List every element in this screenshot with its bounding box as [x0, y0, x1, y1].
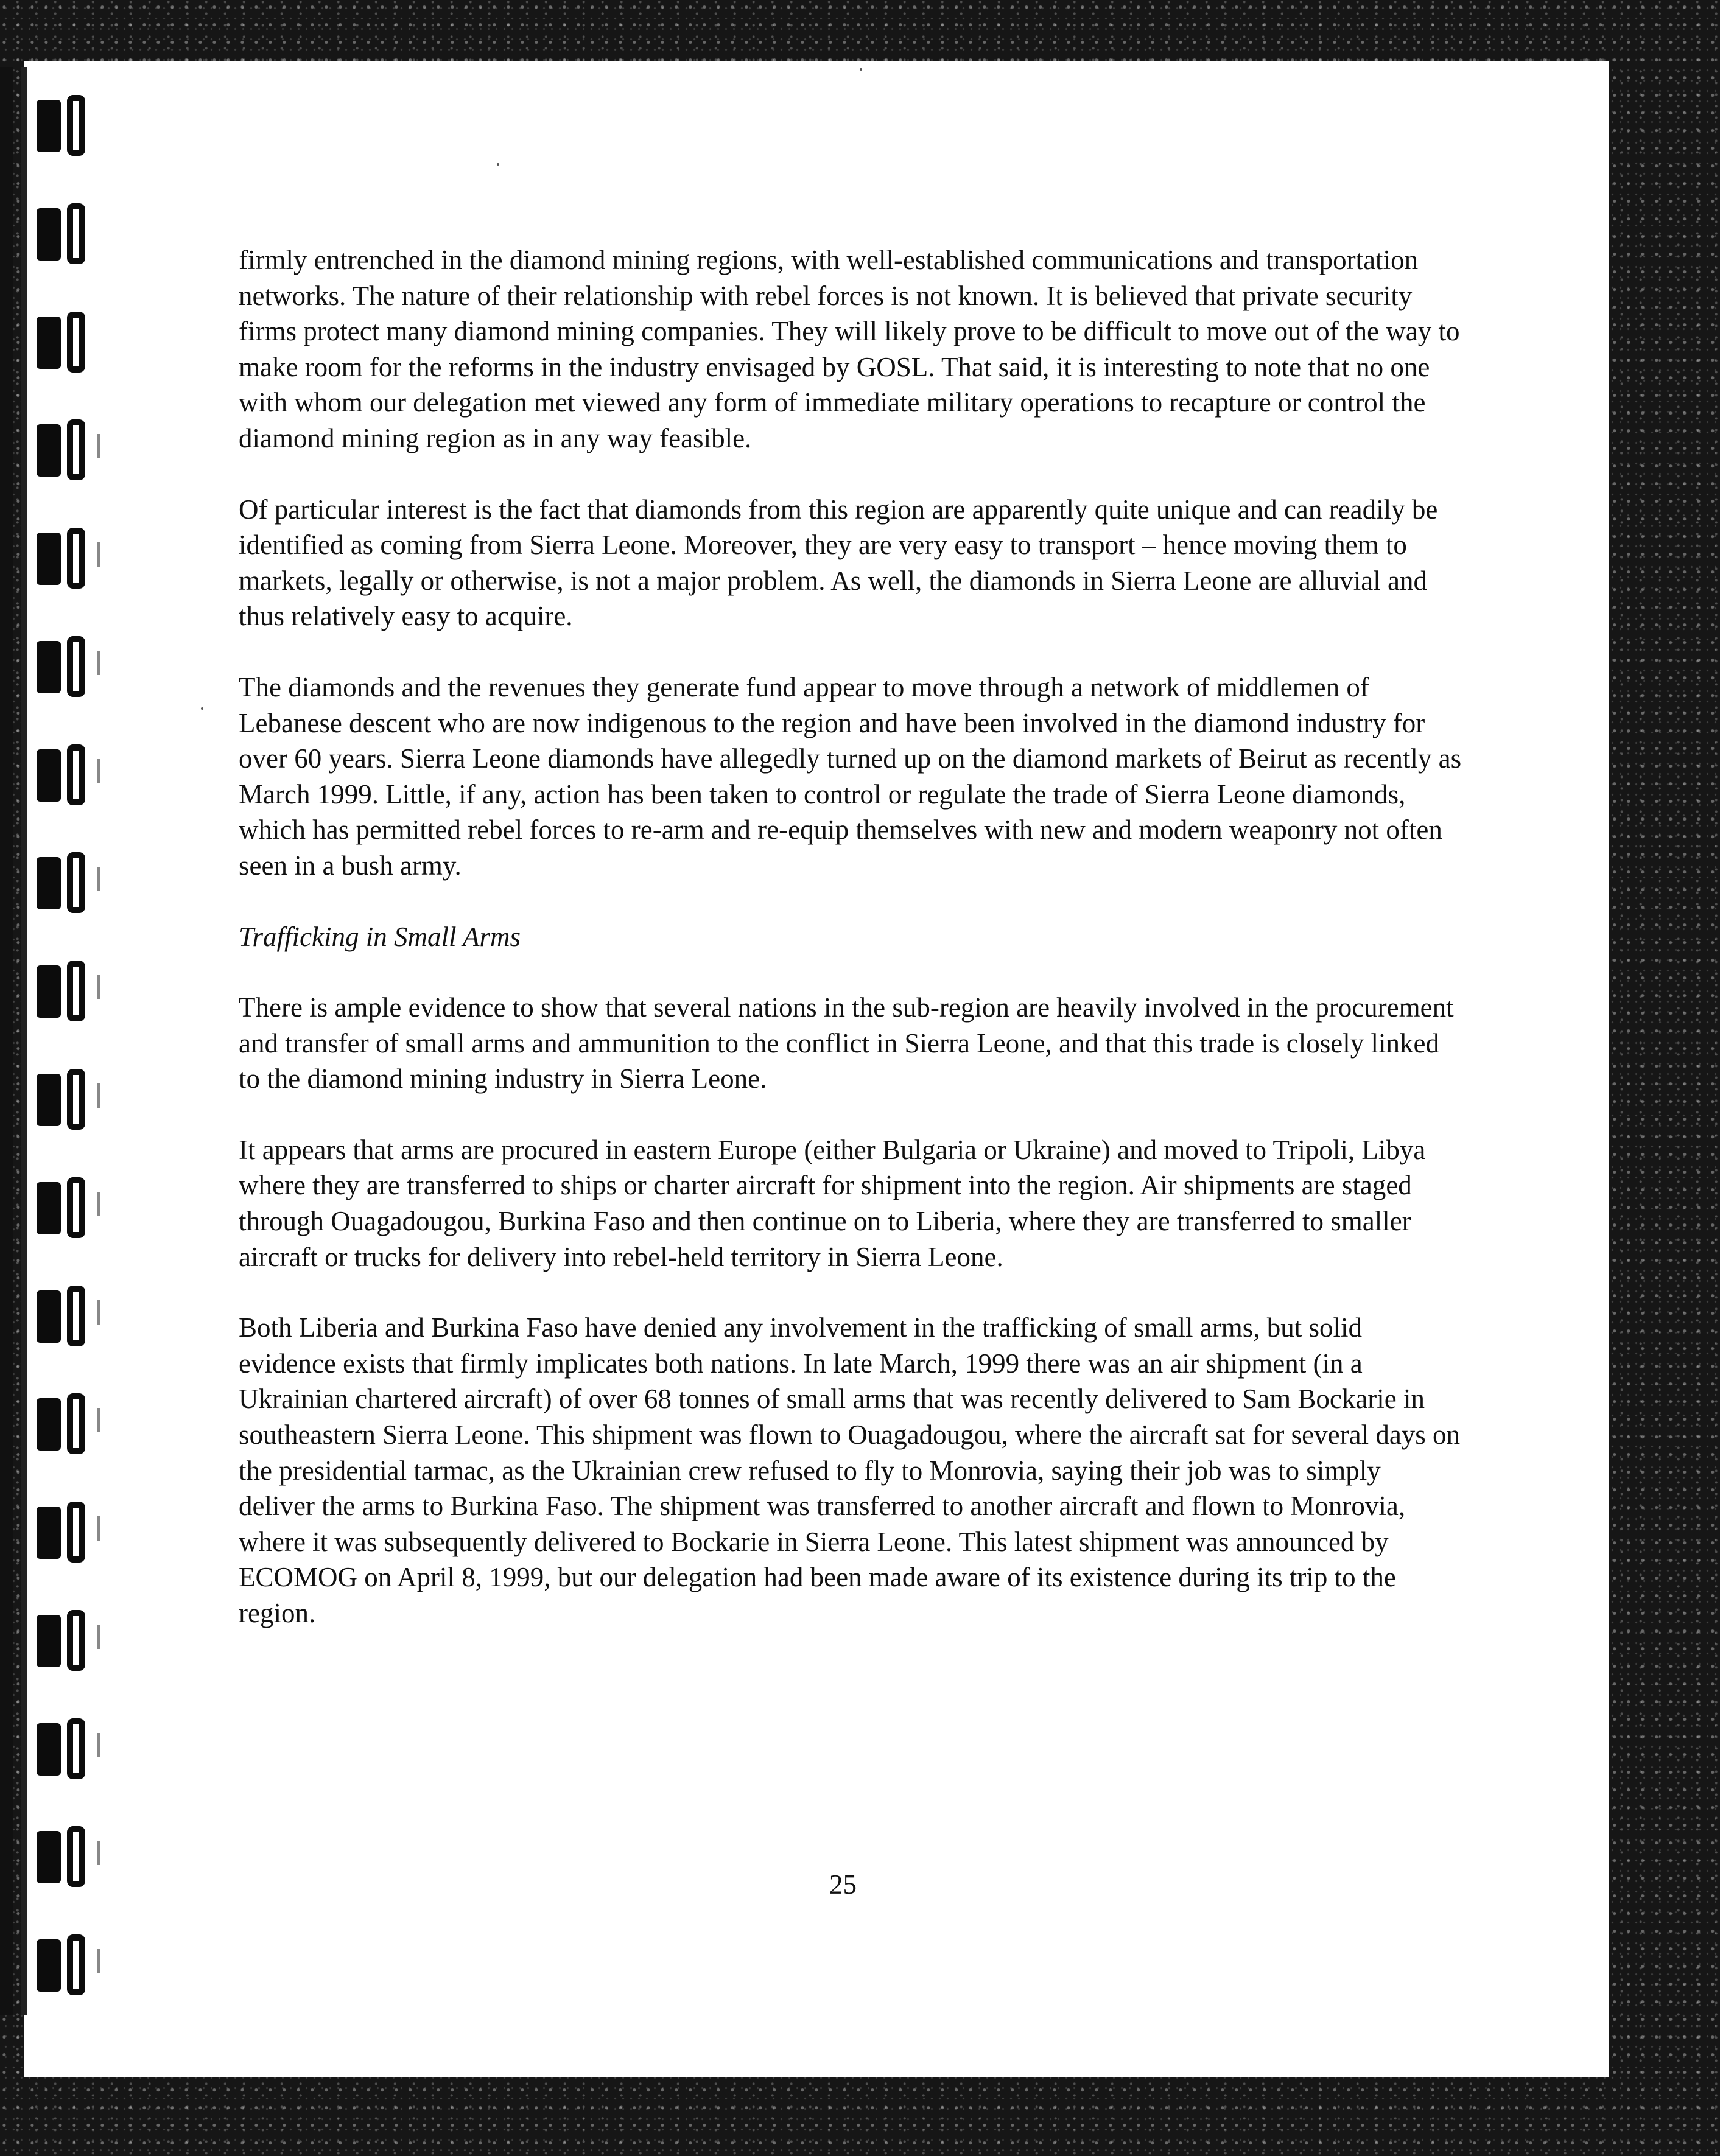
binding-loop-ring	[67, 1502, 85, 1563]
binding-loop-front	[37, 1507, 61, 1559]
binding-loop	[37, 308, 94, 375]
section-heading: Trafficking in Small Arms	[239, 921, 521, 952]
binding-loop-ring	[67, 961, 85, 1021]
binding-loop-ring	[67, 312, 85, 373]
binding-loop	[37, 1715, 94, 1782]
binding-loop-front	[37, 857, 61, 909]
binding-loop	[37, 741, 94, 808]
binding-loop-front	[37, 1074, 61, 1126]
binding-loop-ring	[67, 1934, 85, 1995]
binding-loop	[37, 1606, 94, 1673]
binding-loop-front	[37, 1723, 61, 1776]
binding-loop-ring	[67, 744, 85, 805]
binding-hole-mark	[97, 975, 100, 999]
binding-hole-mark	[97, 1841, 100, 1865]
binding-hole-mark	[97, 1300, 100, 1325]
binding-loop-front	[37, 1290, 61, 1343]
scan-speck	[497, 163, 499, 166]
paragraph-arms-shipment: Both Liberia and Burkina Faso have denied any involvement in the trafficking of small arms, but solid evidence exists that firmly implicates both nations. In late March, 1999 there was an air shipment (in a Ukrainian chartered aircraft) of over 68 tonnes of small arms that was recently delivered to Sam Bockarie in southeastern Sierra Leone. This shipment was flown to Ouagadougou, where the aircraft sat for several days on the presidential tarmac, as the Ukrainian crew refused to fly to Monrovia, saying their job was to simply deliver the arms to Burkina Faso. The shipment was transferred to another aircraft and flown to Monrovia, where it was subsequently delivered to Bockarie in Sierra Leone. This latest shipment was announced by ECOMOG on April 8, 1999, but our delegation had been made aware of its existence during its trip to the region.	[239, 1312, 1461, 1628]
binding-loop-front	[37, 208, 61, 261]
binding-hole-mark	[97, 1408, 100, 1432]
paragraph-arms-route: It appears that arms are procured in eastern Europe (either Bulgaria or Ukraine) and moved to Tripoli, Libya where they are transferred to ships or charter aircraft for shipment into the region. Air shipments are staged through Ouagadougou, Burkina Faso and then continue on to Liberia, where they are transferred to smaller aircraft or trucks for delivery into rebel-held territory in Sierra Leone.	[239, 1134, 1426, 1272]
binding-loop-ring	[67, 852, 85, 913]
binding-loop-ring	[67, 1393, 85, 1454]
binding-hole-mark	[97, 759, 100, 783]
binding-hole-mark	[97, 1516, 100, 1541]
binding-loop-ring	[67, 203, 85, 264]
binding-hole-mark	[97, 867, 100, 891]
binding-loop-ring	[67, 636, 85, 697]
binding-loop-ring	[67, 419, 85, 480]
binding-hole-mark	[97, 1192, 100, 1216]
binding-loop-front	[37, 749, 61, 802]
paragraph-arms-evidence: There is ample evidence to show that several nations in the sub-region are heavily involved in the procurement and transfer of small arms and ammunition to the conflict in Sierra Leone, and that this trade is closely linked to the diamond mining industry in Sierra Leone.	[239, 992, 1454, 1094]
binding-hole-mark	[97, 1083, 100, 1108]
page-number: 25	[829, 1869, 857, 1900]
binding-loop-ring	[67, 1069, 85, 1130]
binding-rail	[0, 67, 13, 2015]
binding-loop	[37, 849, 94, 915]
binding-loop-front	[37, 641, 61, 693]
binding-loop	[37, 200, 94, 267]
binding-loop-front	[37, 317, 61, 369]
binding-loop-front	[37, 1182, 61, 1234]
binding-loop-front	[37, 100, 61, 152]
paragraph-diamond-regions: firmly entrenched in the diamond mining regions, with well-established communications and transportation networks. The nature of their relationship with rebel forces is not known. It is believed that private security firms protect many diamond mining companies. They will likely prove to be difficult to move out of the way to make room for the reforms in the industry envisaged by GOSL. That said, it is interesting to note that no one with whom our delegation met viewed any form of immediate military operations to recapture or control the diamond mining region as in any way feasible.	[239, 245, 1460, 453]
binding-loop-ring	[67, 1718, 85, 1779]
spiral-binding	[0, 67, 116, 2015]
binding-loop-front	[37, 1398, 61, 1451]
binding-loop	[37, 91, 94, 158]
binding-loop	[37, 524, 94, 591]
binding-loop-front	[37, 1615, 61, 1667]
binding-loop-front	[37, 533, 61, 585]
scan-speck	[201, 707, 203, 710]
binding-loop	[37, 1065, 94, 1132]
document-body	[239, 242, 1462, 1631]
binding-loop	[37, 1498, 94, 1565]
binding-loop	[37, 1931, 94, 1998]
paragraph-diamond-revenues: The diamonds and the revenues they generate fund appear to move through a network of middlemen of Lebanese descent who are now indigenous to the region and have been involved in the diamond industry for over 60 years. Sierra Leone diamonds have allegedly turned up on the diamond markets of Beirut as recently as March 1999. Little, if any, action has been taken to control or regulate the trade of Sierra Leone diamonds, which has permitted rebel forces to re-arm and re-equip themselves with new and modern weaponry not often seen in a bush army.	[239, 671, 1462, 881]
binding-loop-ring	[67, 1286, 85, 1346]
binding-hole-mark	[97, 1625, 100, 1649]
binding-loop-ring	[67, 95, 85, 156]
binding-hole-mark	[97, 434, 100, 458]
binding-loop	[37, 1174, 94, 1241]
binding-loop	[37, 1282, 94, 1349]
binding-hole-mark	[97, 542, 100, 567]
binding-loop-front	[37, 424, 61, 477]
binding-loop-front	[37, 1831, 61, 1883]
binding-loop	[37, 632, 94, 699]
scan-speck	[860, 68, 862, 71]
binding-loop-front	[37, 1939, 61, 1992]
binding-loop-ring	[67, 1610, 85, 1671]
binding-hole-mark	[97, 1949, 100, 1973]
binding-loop-ring	[67, 528, 85, 589]
binding-loop-ring	[67, 1826, 85, 1887]
paragraph-diamond-uniqueness: Of particular interest is the fact that diamonds from this region are apparently quite unique and can readily be identified as coming from Sierra Leone. Moreover, they are very easy to transport – hence moving them to markets, legally or otherwise, is not a major problem. As well, the diamonds in Sierra Leone are alluvial and thus relatively easy to acquire.	[239, 494, 1438, 632]
binding-loop	[37, 957, 94, 1024]
binding-loop	[37, 416, 94, 483]
binding-rail-inner	[21, 67, 27, 2015]
binding-loop	[37, 1390, 94, 1457]
binding-loop-ring	[67, 1177, 85, 1238]
binding-loop-front	[37, 965, 61, 1018]
binding-loop	[37, 1822, 94, 1889]
binding-hole-mark	[97, 1733, 100, 1757]
binding-hole-mark	[97, 651, 100, 675]
